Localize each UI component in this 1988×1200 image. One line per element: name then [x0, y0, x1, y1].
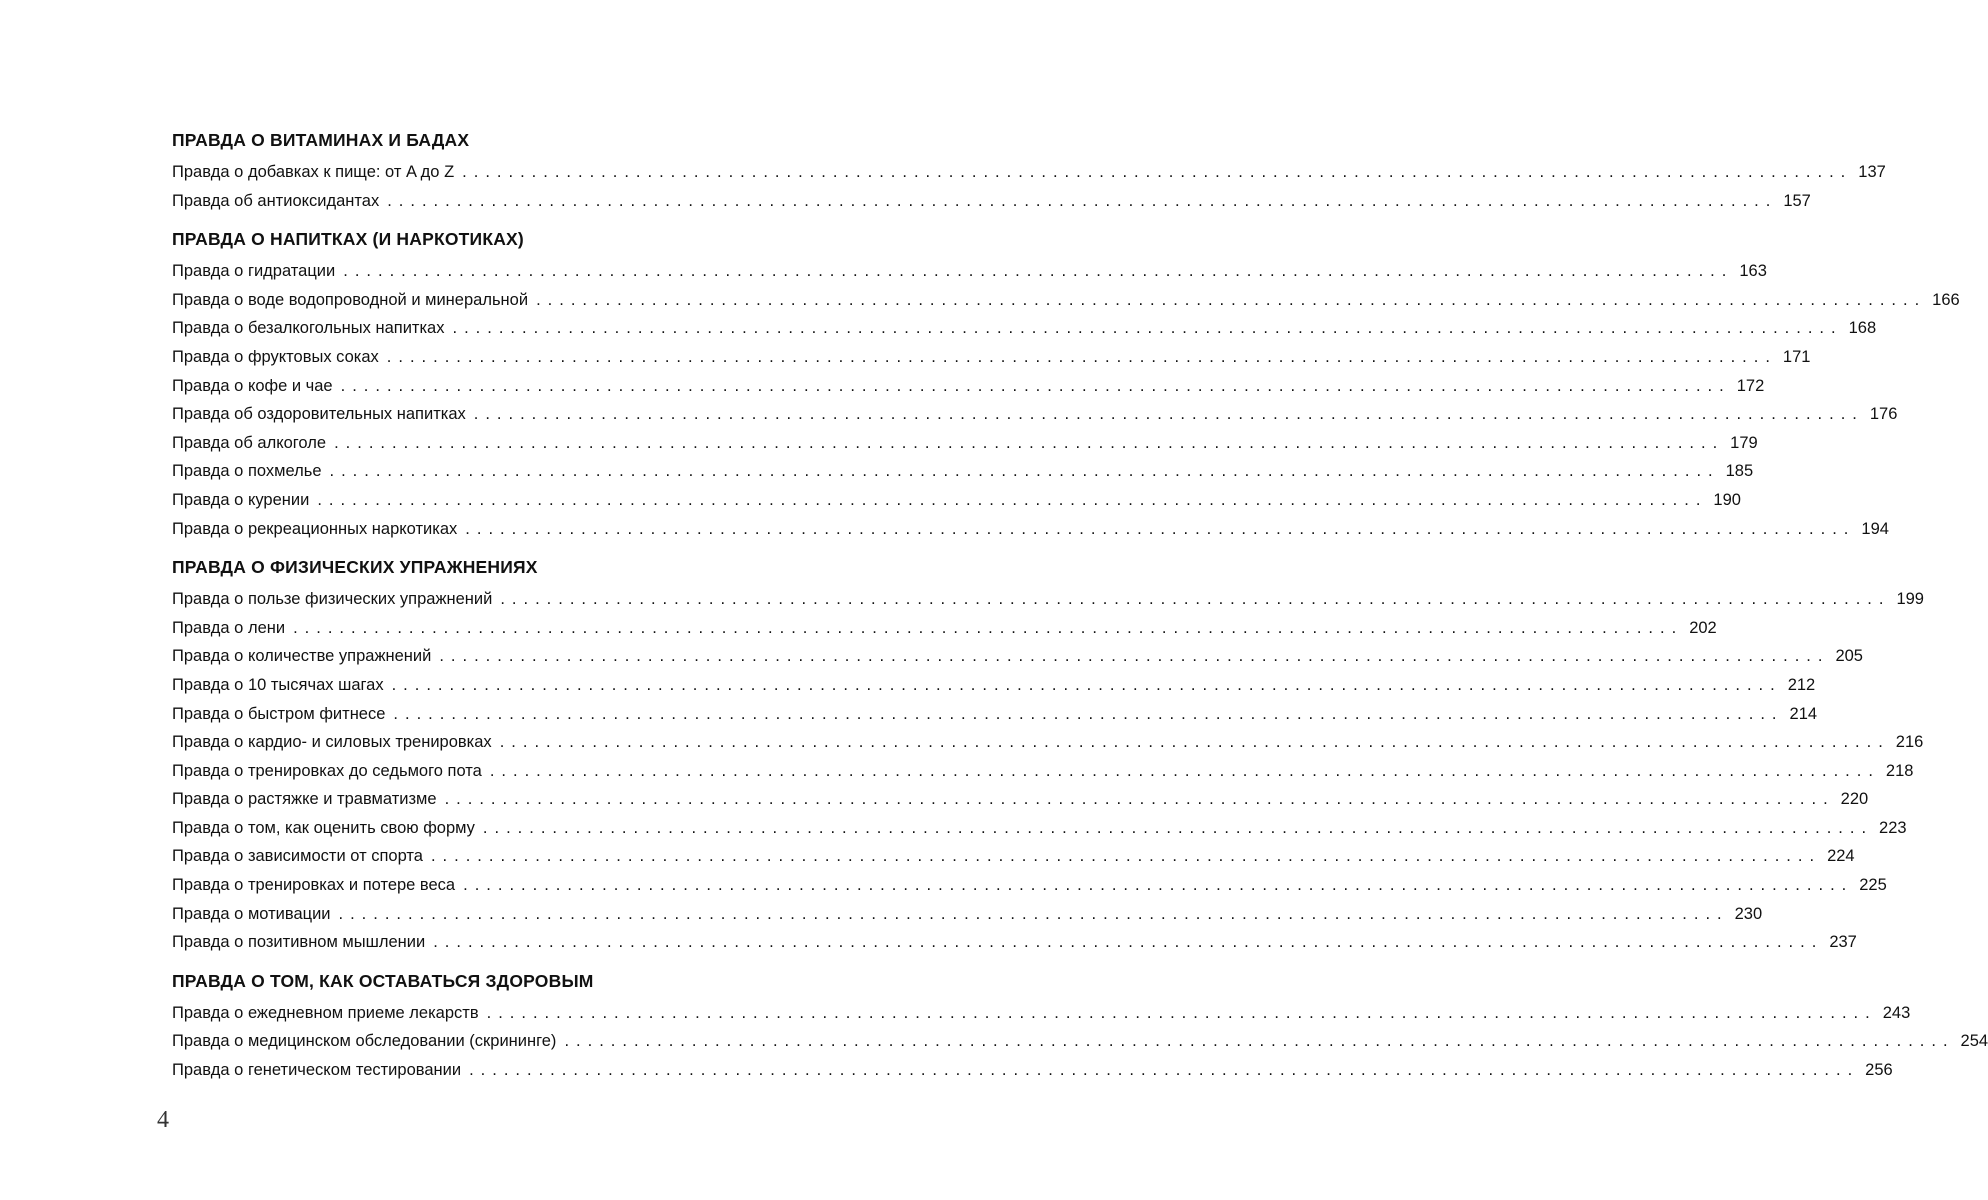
toc-section [172, 553, 1924, 957]
toc-entry-title: Правда о кардио- и силовых тренировках [172, 733, 492, 752]
toc-entry-page: 194 [1861, 519, 1889, 538]
toc-entry-title: Правда о фруктовых соках [172, 347, 379, 366]
toc-entry-page: 172 [1736, 376, 1765, 395]
section-spacer [172, 957, 752, 967]
toc-entry[interactable] [172, 314, 1877, 343]
toc-entry-title: Правда о ежедневном приеме лекарств [172, 1003, 479, 1022]
toc-entry-title: Правда о безалкогольных напитках [172, 319, 445, 338]
toc-entry[interactable] [172, 728, 1924, 757]
toc-entry[interactable] [172, 429, 1758, 458]
toc-entry[interactable] [172, 585, 1924, 614]
toc-entry[interactable] [172, 871, 1887, 900]
toc-entry-title: Правда о пользе физических упражнений [172, 590, 493, 609]
toc-entry-title: Правда об антиоксидантах [172, 191, 380, 210]
dot-leader: ........................................................................................................................ [462, 163, 1853, 181]
toc-entry[interactable] [172, 785, 1869, 814]
toc-entry[interactable] [172, 343, 1811, 372]
toc-entry[interactable] [172, 842, 1855, 871]
section-spacer [172, 543, 752, 553]
toc-entry-title: Правда о воде водопроводной и минеральной [172, 290, 529, 309]
dot-leader: ........................................................................................................................ [317, 490, 1708, 509]
dot-leader: ........................................................................................................................ [433, 933, 1824, 952]
toc-entry[interactable] [172, 757, 1914, 786]
dot-leader: ........................................................................................................................ [469, 1061, 1860, 1080]
toc-entry-title: Правда о 10 тысячах шагах [172, 675, 384, 694]
toc-entry-page: 254 [1960, 1032, 1988, 1051]
dot-leader: ........................................................................................................................ [338, 904, 1729, 923]
section-title: ПРАВДА О ТОМ, КАК ОСТАВАТЬСЯ ЗДОРОВЫМ [172, 970, 594, 991]
toc-entry-title: Правда о курении [172, 490, 310, 509]
toc-entry-page: 216 [1895, 733, 1924, 752]
toc-entry-page: 185 [1725, 462, 1754, 481]
toc-entry[interactable] [172, 372, 1765, 401]
toc-entry-title: Правда о медицинском обследовании (скрининге) [172, 1032, 557, 1051]
dot-leader: ........................................................................................................................ [393, 704, 1784, 723]
toc-entry-title: Правда об алкоголе [172, 433, 327, 452]
toc-entry-page: 223 [1879, 818, 1907, 837]
toc-entry[interactable] [172, 515, 1889, 544]
toc-entry-title: Правда о быстром фитнесе [172, 704, 386, 723]
toc-entry-title: Правда о добавках к пище: от A до Z [172, 163, 455, 181]
toc-entry[interactable] [172, 700, 1818, 729]
dot-leader: ........................................................................................................................ [500, 590, 1891, 609]
toc-entry-title: Правда о гидратации [172, 262, 336, 281]
dot-leader: ........................................................................................................................ [334, 433, 1725, 452]
toc-entry-page: 166 [1932, 290, 1960, 309]
toc-entry-page: 163 [1739, 262, 1767, 281]
toc-entry-title: Правда о тренировках и потере веса [172, 876, 456, 895]
toc-section [172, 967, 1988, 1085]
section-spacer [172, 215, 752, 225]
toc-entry-page: 179 [1730, 433, 1758, 452]
toc-entry-page: 190 [1713, 490, 1741, 509]
toc-entry-page: 212 [1787, 675, 1816, 694]
section-title: ПРАВДА О ФИЗИЧЕСКИХ УПРАЖНЕНИЯХ [172, 557, 538, 578]
toc-entry[interactable] [172, 614, 1717, 643]
dot-leader: ........................................................................................................................ [329, 462, 1720, 481]
dot-leader: ........................................................................................................................ [473, 405, 1864, 424]
dot-leader: ........................................................................................................................ [482, 818, 1874, 837]
toc-entry-page: 220 [1840, 790, 1869, 809]
toc-entry[interactable] [172, 257, 1767, 286]
dot-leader: ........................................................................................................................ [444, 790, 1835, 809]
toc-entry-title: Правда о похмелье [172, 462, 322, 481]
toc-entry[interactable] [172, 286, 1960, 315]
toc-entry-page: 205 [1835, 647, 1863, 666]
toc-entry[interactable] [172, 1056, 1893, 1085]
toc-entry-title: Правда о тренировках до седьмого пота [172, 761, 482, 780]
toc-entry-page: 224 [1827, 847, 1855, 866]
toc-entry-page: 176 [1869, 405, 1898, 424]
dot-leader: ........................................................................................................................ [391, 675, 1782, 694]
toc-entry-page: 225 [1859, 876, 1887, 895]
section-title: ПРАВДА О НАПИТКАХ (И НАРКОТИКАХ) [172, 229, 524, 250]
section-title: ПРАВДА О ВИТАМИНАХ И БАДАХ [172, 130, 470, 150]
dot-leader: ........................................................................................................................ [343, 262, 1734, 281]
dot-leader: ........................................................................................................................ [463, 876, 1854, 895]
toc-entry-title: Правда о позитивном мышлении [172, 933, 426, 952]
toc-entry-page: 243 [1882, 1003, 1911, 1022]
dot-leader: ........................................................................................................................ [536, 290, 1927, 309]
toc-section [172, 126, 1886, 215]
dot-leader: ........................................................................................................................ [564, 1032, 1955, 1051]
dot-leader: ........................................................................................................................ [465, 519, 1856, 538]
dot-leader: ........................................................................................................................ [386, 347, 1777, 366]
toc-entry-title: Правда о кофе и чае [172, 376, 333, 395]
dot-leader: ........................................................................................................................ [452, 319, 1843, 338]
toc-entry-title: Правда о зависимости от спорта [172, 847, 423, 866]
dot-leader: ........................................................................................................................ [387, 191, 1778, 210]
toc-entry[interactable] [172, 457, 1754, 486]
toc-entry[interactable] [172, 642, 1863, 671]
toc-entry-title: Правда о рекреационных наркотиках [172, 519, 458, 538]
toc-entry[interactable] [172, 814, 1907, 843]
toc-entry-title: Правда о генетическом тестировании [172, 1061, 462, 1080]
toc-entry-page: 168 [1848, 319, 1877, 338]
toc-entry-page: 214 [1789, 704, 1818, 723]
toc-entry[interactable] [172, 486, 1741, 515]
toc-entry-title: Правда о том, как оценить свою форму [172, 818, 475, 837]
toc-entry-page: 199 [1896, 590, 1924, 609]
dot-leader: ........................................................................................................................ [486, 1003, 1877, 1022]
toc-entry-page: 171 [1782, 347, 1811, 366]
dot-leader: ........................................................................................................................ [489, 761, 1880, 780]
toc-entry-title: Правда о лени [172, 618, 286, 637]
toc-entry[interactable] [172, 187, 1811, 216]
toc-entry[interactable] [172, 671, 1816, 700]
toc-entry-title: Правда о мотивации [172, 904, 331, 923]
toc-entry-page: 202 [1689, 618, 1717, 637]
toc-entry[interactable] [172, 928, 1857, 957]
page-number: 4 [157, 1107, 169, 1133]
toc-entry-page: 218 [1885, 761, 1914, 780]
toc-entry-title: Правда об оздоровительных напитках [172, 405, 466, 424]
dot-leader: ........................................................................................................................ [499, 733, 1890, 752]
toc-entry-page: 230 [1734, 904, 1763, 923]
toc-section [172, 225, 1960, 543]
toc-entry[interactable] [172, 900, 1763, 929]
toc-entry[interactable] [172, 158, 1886, 187]
dot-leader: ........................................................................................................................ [430, 847, 1822, 866]
toc-entry-page: 237 [1829, 933, 1857, 952]
table-of-contents [172, 126, 1988, 1085]
dot-leader: ........................................................................................................................ [439, 647, 1830, 666]
toc-entry-title: Правда о растяжке и травматизме [172, 790, 437, 809]
dot-leader: ........................................................................................................................ [293, 618, 1684, 637]
toc-entry-title: Правда о количестве упражнений [172, 647, 432, 666]
toc-entry-page: 157 [1783, 191, 1811, 210]
toc-entry[interactable] [172, 999, 1911, 1028]
toc-entry-page: 256 [1865, 1061, 1893, 1080]
toc-entry-page: 137 [1858, 163, 1886, 181]
toc-entry[interactable] [172, 400, 1898, 429]
dot-leader: ........................................................................................................................ [340, 376, 1731, 395]
toc-entry[interactable] [172, 1027, 1988, 1056]
